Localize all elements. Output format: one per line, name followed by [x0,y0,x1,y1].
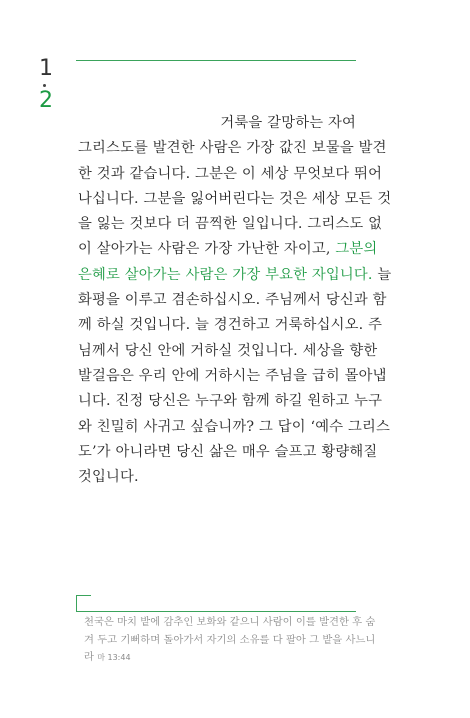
devotion-line: 그리스도를 발견한 사람은 가장 값진 보물을 발견 [78,140,387,157]
date-day: 2 [39,88,53,113]
devotion-line [78,237,378,262]
devotion-line: 발걸음은 우리 안에 거하시는 주님을 급히 몰아냅 [78,367,387,384]
verse-line: 천국은 마치 밭에 감추인 보화와 같으니 사람이 이를 발견한 후 숨 [84,616,376,628]
devotion-line: 께 하실 것입니다. 늘 경건하고 거룩하십시오. 주 [78,317,383,334]
devotion-line: 화평을 이루고 겸손하십시오. 주님께서 당신과 함 [78,292,387,309]
devotion-highlight: 은혜로 살아가는 사람은 가장 부요한 자입니다. [78,266,373,283]
devotion-line: 도’가 아니라면 당신 삶은 매우 슬프고 황량해질 [78,443,378,460]
devotion-text: 늘 [372,266,392,283]
verse-reference: 마 13:44 [97,653,131,663]
devotion-line: 나십니다. 그분을 잃어버린다는 것은 세상 모든 것 [78,190,392,207]
verse-line [84,649,356,667]
devotion-line: 니다. 진정 당신은 누구와 함께 하길 원하고 누구 [78,393,383,410]
top-divider [76,60,356,61]
verse-line: 겨 두고 기뻐하며 돌아가서 자기의 소유를 다 팔아 그 밭을 사느니 [84,633,376,646]
devotion-line: 것입니다. [78,469,139,486]
devotion-body [78,111,392,490]
date-marker [38,58,68,112]
devotion-title-line: 거룩을 갈망하는 자여 [220,115,356,131]
verse-tab-mark [76,595,91,612]
devotion-line: 한 것과 같습니다. 그분은 이 세상 무엇보다 뛰어 [78,165,383,182]
devotion-highlight: 그분의 [335,241,378,258]
scripture-verse [84,614,376,667]
verse-text: 라 [84,651,94,664]
devotion-line: 와 친밀히 사귀고 싶습니까? 그 답이 ‘예수 그리스 [78,418,391,435]
devotion-text: 이 살아가는 사람은 가장 가난한 자이고, [78,241,336,258]
devotion-line: 을 잃는 것보다 더 끔찍한 일입니다. 그리스도 없 [78,216,383,233]
date-separator-dot [43,84,46,87]
devotion-line [78,263,392,288]
devotion-line: 님께서 당신 안에 거하실 것입니다. 세상을 향한 [78,342,378,359]
verse-divider [76,595,356,612]
date-month: 1 [39,56,53,81]
